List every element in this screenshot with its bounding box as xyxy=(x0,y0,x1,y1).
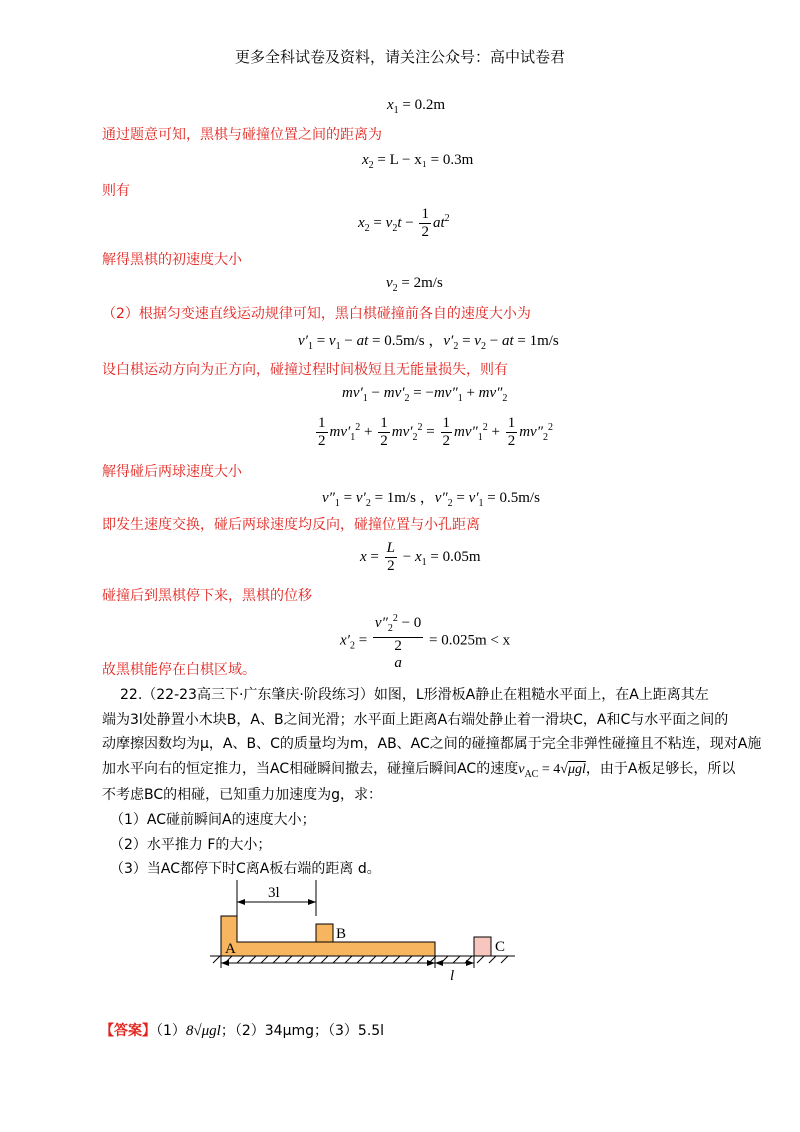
solution-line-7: 即发生速度交换，碰后两球速度均反向，碰撞位置与小孔距离 xyxy=(102,517,480,533)
label-c: C xyxy=(495,939,506,955)
problem-line-2: 端为3l处静置小木块B，A、B之间光滑；水平面上距离A右端处静止着一滑块C，A和C与水平面之间的 xyxy=(102,712,729,728)
equation-x1: $x_1 = 0.2m$ xyxy=(387,97,446,116)
solution-line-2: 则有 xyxy=(102,183,130,199)
label-3l: 3l xyxy=(268,885,280,901)
block-b xyxy=(316,924,333,942)
equation-v2: $v_2 = 2m/s$ xyxy=(386,275,443,294)
ground-hatch xyxy=(213,956,508,963)
label-b: B xyxy=(336,926,347,942)
solution-line-3: 解得黑棋的初速度大小 xyxy=(102,252,242,268)
question-2: （2）水平推力 F的大小； xyxy=(110,837,272,853)
physics-diagram xyxy=(205,876,525,986)
solution-line-5: 设白棋运动方向为正方向，碰撞过程时间极短且无能量损失，则有 xyxy=(102,362,508,378)
question-1: （1）AC碰前瞬间A的速度大小； xyxy=(110,812,316,828)
solution-line-8: 碰撞后到黑棋停下来，黑棋的位移 xyxy=(102,588,312,604)
equation-kinematics: $x_2 = v_2t$ − $\frac{1}{2}$ $at^2$ xyxy=(358,206,450,240)
problem-line-4: 加水平向右的恒定推力，当AC相碰瞬间撤去，碰撞后瞬间AC的速度$v_{AC} = 4√\mu gl$，由于A板足够长，所以 xyxy=(102,761,736,780)
answer-rest: ；（2）34μmg；（3）5.5l xyxy=(220,1023,385,1039)
problem-line-5: 不考虑BC的相碰，已知重力加速度为g，求： xyxy=(102,787,383,803)
solution-line-9: 故黑棋能停在白棋区域。 xyxy=(102,662,256,678)
question-3: （3）当AC都停下时C离A板右端的距离 d。 xyxy=(110,861,381,877)
equation-energy: $\frac{1}{2}$ $mv'_1^2$ + $\frac{1}{2}$ $mv'_2^2$ = $\frac{1}{2}$ $mv''_1^2$ + $\frac{1}{2}$ $mv''_2^2$ xyxy=(318,415,553,449)
problem-line-3: 动摩擦因数均为μ，A、B、C的质量均为m，AB、AC之间的碰撞都属于完全非弹性碰撞且不粘连，现对A施 xyxy=(102,736,762,752)
answer-line: 【答案】（1）8√μgl；（2）34μmg；（3）5.5l xyxy=(100,1023,385,1039)
page-header: 更多全科试卷及资料，请关注公众号：高中试卷君 xyxy=(234,48,565,66)
label-l: l xyxy=(450,968,455,984)
answer-label: 【答案】 xyxy=(100,1023,156,1039)
solution-line-6: 解得碰后两球速度大小 xyxy=(102,464,242,480)
equation-distance-x: x = $\frac{L}{2}$ − $x_1 = 0.05m$ xyxy=(360,540,481,574)
problem-line-1: 22.（22-23高三下·广东肇庆·阶段练习）如图，L形滑板A静止在粗糙水平面上，在A上距离其左 xyxy=(120,687,709,703)
equation-velocities-before: $v'_1 = v_1$ − at = 0.5m/s ，$v'_2 = v_2$ − at = 1m/s xyxy=(298,333,559,352)
equation-x2: $x_2 = L - x_1 = 0.3m$ xyxy=(362,152,474,171)
block-c xyxy=(474,937,491,956)
label-a: A xyxy=(225,941,236,957)
answer-1: 8√μgl xyxy=(185,1023,221,1039)
equation-momentum: $mv'_1 - mv'_2 = -mv''_1 + mv''_2$ xyxy=(342,385,508,404)
equation-velocities-after: $v''_1 = v'_2 = 1m/s$ ，$v''_2 = v'_1 = 0.5m/s$ xyxy=(322,490,540,509)
solution-line-4: （2）根据匀变速直线运动规律可知，黑白棋碰撞前各自的速度大小为 xyxy=(102,306,531,322)
solution-line-1: 通过题意可知，黑棋与碰撞位置之间的距离为 xyxy=(102,127,382,143)
equation-displacement: $x'_2$ = $v''_2^2 - 0$ 2 a = 0.025m < x xyxy=(340,610,510,672)
